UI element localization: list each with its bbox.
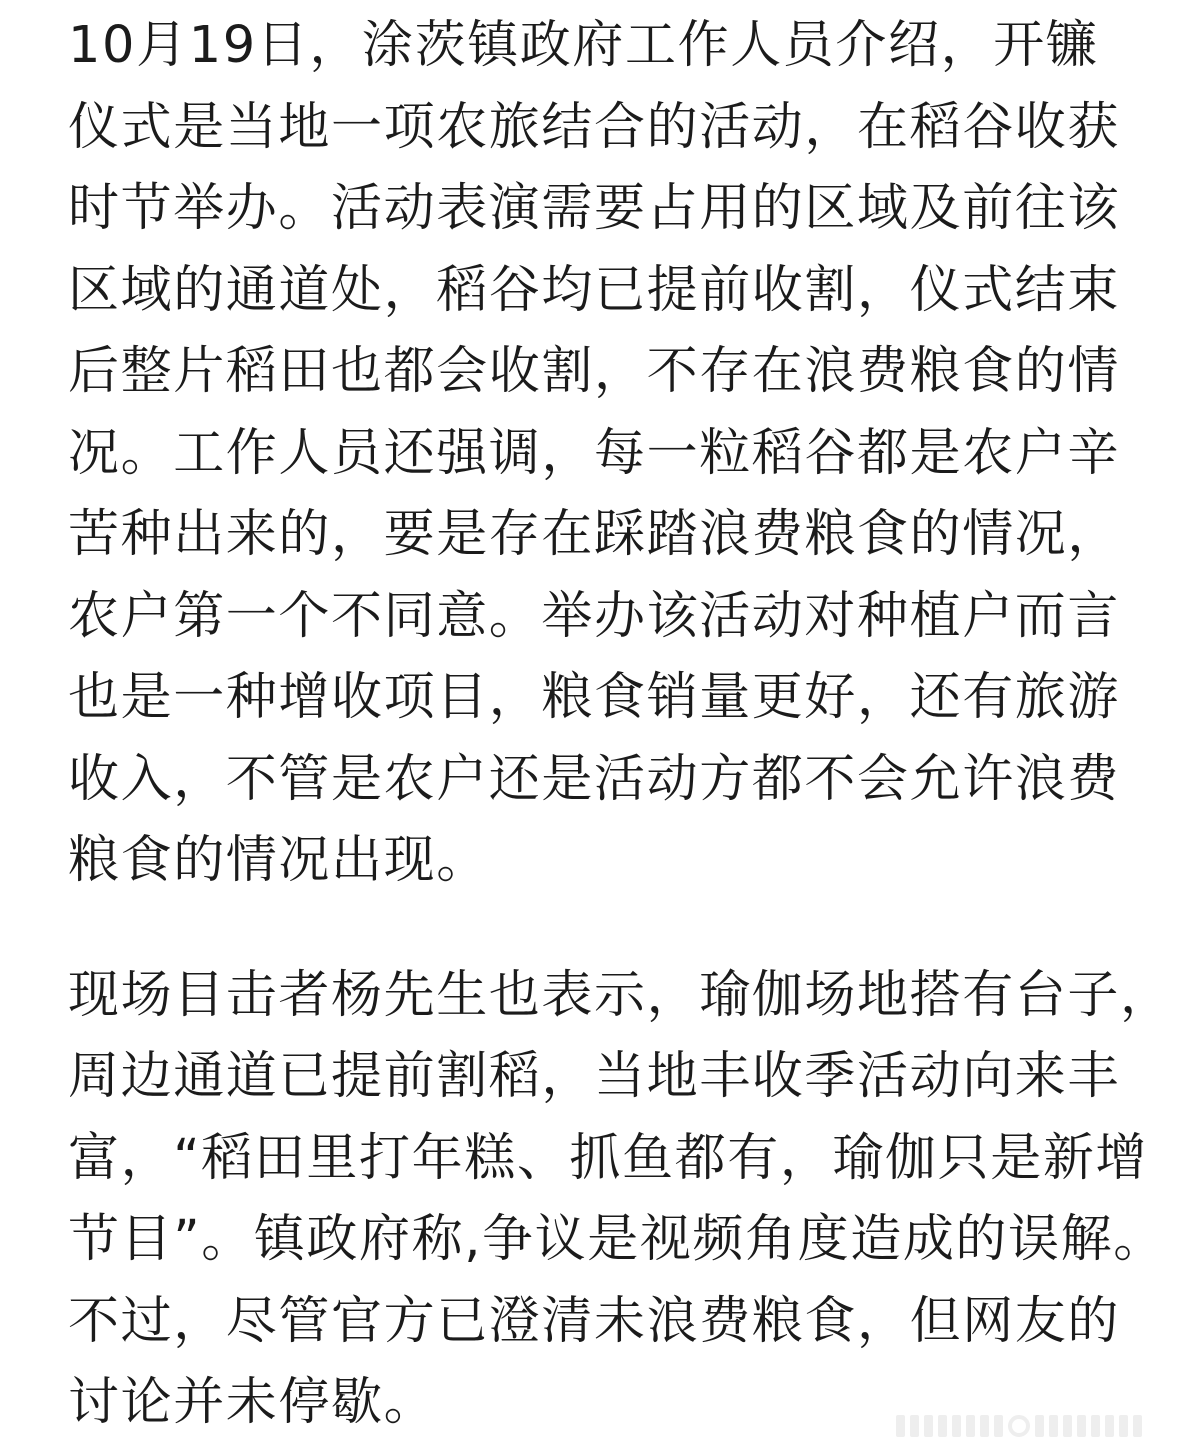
watermark-bar bbox=[1063, 1415, 1072, 1437]
watermark-bar bbox=[966, 1415, 975, 1437]
watermark-bar bbox=[1049, 1415, 1058, 1437]
text-line: 节目”。镇政府称,争议是视频角度造成的误解。 bbox=[68, 1210, 1166, 1269]
text-line: 仪式是当地一项农旅结合的活动，在稻谷收获 bbox=[68, 97, 1121, 157]
text-line: 10月19日，涂茨镇政府工作人员介绍，开镰 bbox=[68, 16, 1099, 75]
watermark-bar bbox=[1133, 1415, 1142, 1437]
text-line: 况。工作人员还强调，每一粒稻谷都是农户辛 bbox=[68, 423, 1121, 483]
faint-watermark-icon bbox=[896, 1411, 1178, 1441]
watermark-bar bbox=[1077, 1415, 1086, 1437]
text-line: 收入，不管是农户还是活动方都不会允许浪费 bbox=[68, 749, 1121, 809]
text-line: 讨论并未停歇。 bbox=[68, 1373, 437, 1432]
watermark-bar bbox=[1091, 1415, 1100, 1437]
text-line: 不过，尽管官方已澄清未浪费粮食，但网友的 bbox=[68, 1291, 1121, 1351]
text-line: 苦种出来的，要是存在踩踏浪费粮食的情况， bbox=[68, 505, 1121, 564]
text-line: 富，“稻田里打年糕、抓鱼都有，瑜伽只是新增 bbox=[68, 1128, 1149, 1188]
watermark-circle bbox=[1008, 1415, 1030, 1437]
text-line: 现场目击者杨先生也表示，瑜伽场地搭有台子， bbox=[68, 965, 1173, 1025]
watermark-bar bbox=[1119, 1415, 1128, 1437]
text-line: 区域的通道处，稻谷均已提前收割，仪式结束 bbox=[68, 260, 1121, 320]
watermark-bar bbox=[1105, 1415, 1114, 1437]
paragraph-2 bbox=[68, 955, 1173, 1444]
text-line: 周边通道已提前割稻，当地丰收季活动向来丰 bbox=[68, 1047, 1121, 1106]
paragraph-1 bbox=[68, 5, 1148, 902]
text-line: 农户第一个不同意。举办该活动对种植户而言 bbox=[68, 586, 1121, 646]
text-line: 也是一种增收项目，粮食销量更好，还有旅游 bbox=[68, 668, 1121, 727]
watermark-bar bbox=[910, 1415, 919, 1437]
text-line: 粮食的情况出现。 bbox=[68, 831, 489, 890]
text-line: 时节举办。活动表演需要占用的区域及前往该 bbox=[68, 179, 1121, 238]
watermark-bar bbox=[924, 1415, 933, 1437]
text-line: 后整片稻田也都会收割，不存在浪费粮食的情 bbox=[68, 342, 1121, 401]
watermark-bar bbox=[938, 1415, 947, 1437]
watermark-bar bbox=[994, 1415, 1003, 1437]
watermark-bar bbox=[896, 1415, 905, 1437]
watermark-bar bbox=[1035, 1415, 1044, 1437]
article-body bbox=[68, 5, 1173, 1444]
watermark-bar bbox=[980, 1415, 989, 1437]
watermark-bar bbox=[952, 1415, 961, 1437]
